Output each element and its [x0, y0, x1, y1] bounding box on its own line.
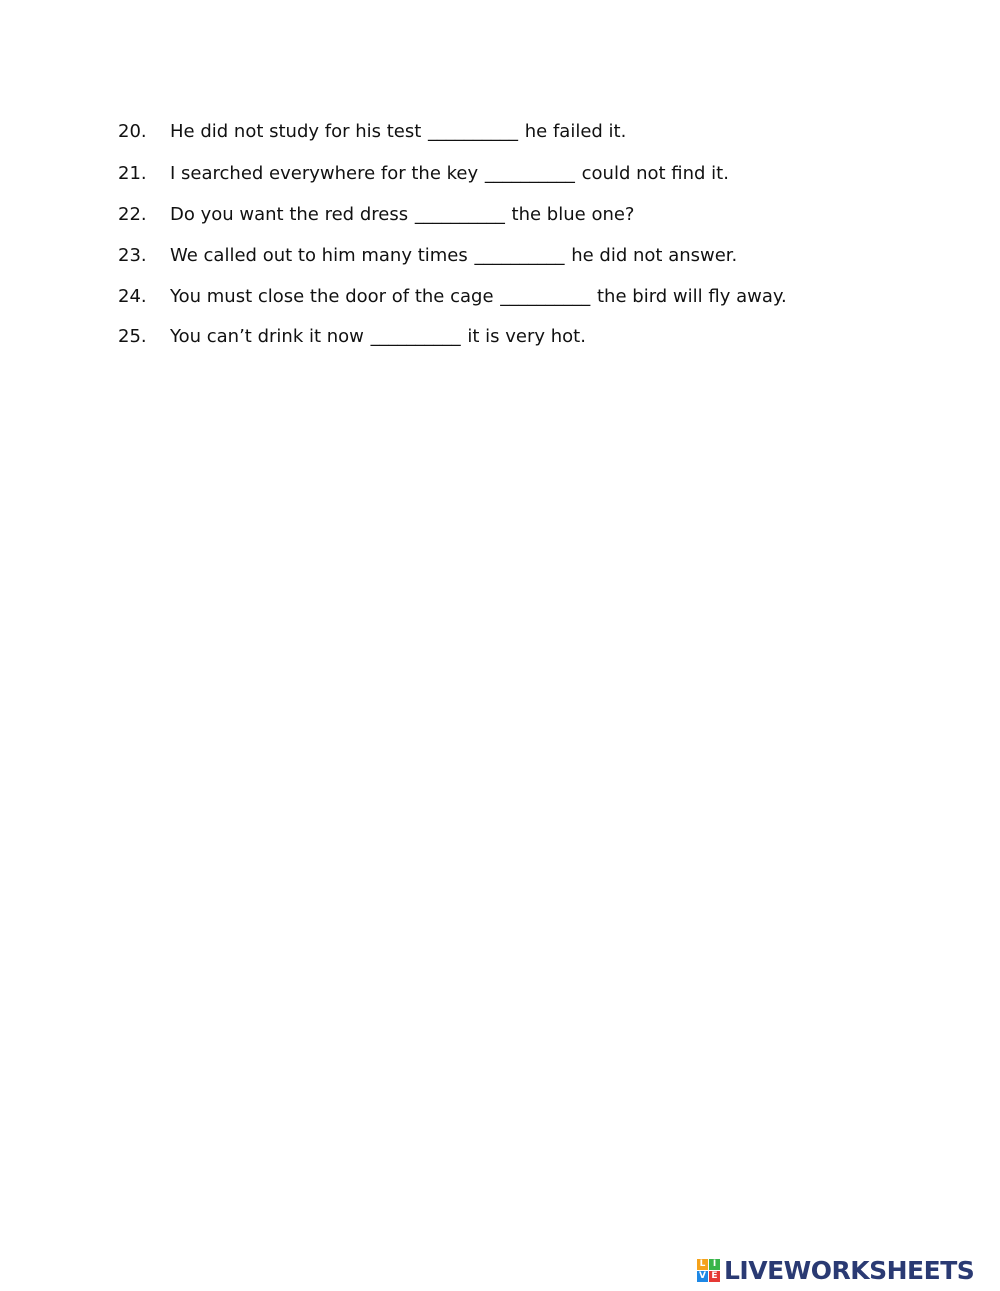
- question-text: [170, 163, 729, 184]
- answer-blank[interactable]: __________: [484, 162, 575, 184]
- liveworksheets-branding: [697, 1256, 974, 1286]
- question-24: [118, 281, 787, 311]
- question-21: [118, 158, 729, 188]
- question-text-before: You can’t drink it now: [170, 325, 364, 347]
- answer-blank[interactable]: __________: [428, 120, 519, 142]
- question-number: 24.: [118, 285, 147, 307]
- question-text: [170, 326, 586, 347]
- question-text: [170, 245, 737, 266]
- question-text-before: We called out to him many times: [170, 244, 468, 266]
- logo-cell-l: L: [697, 1259, 708, 1270]
- question-number: 22.: [118, 203, 147, 225]
- question-number: 23.: [118, 244, 147, 266]
- question-number: 21.: [118, 162, 147, 184]
- question-22: [118, 199, 635, 229]
- answer-blank[interactable]: __________: [414, 203, 505, 225]
- answer-blank[interactable]: __________: [500, 285, 591, 307]
- question-text-before: You must close the door of the cage: [170, 285, 494, 307]
- question-text-before: He did not study for his test: [170, 120, 422, 142]
- question-text-before: I searched everywhere for the key: [170, 162, 479, 184]
- answer-blank[interactable]: __________: [474, 244, 565, 266]
- question-text-after: he failed it.: [524, 120, 627, 142]
- question-20: [118, 116, 626, 146]
- question-23: [118, 240, 737, 270]
- question-text-after: could not find it.: [581, 162, 729, 184]
- answer-blank[interactable]: __________: [370, 325, 461, 347]
- question-text-after: he did not answer.: [571, 244, 738, 266]
- question-number: 20.: [118, 120, 147, 142]
- logo-cell-v: V: [697, 1271, 708, 1282]
- question-25: [118, 321, 586, 351]
- question-text-after: it is very hot.: [467, 325, 586, 347]
- logo-cell-i: I: [709, 1259, 720, 1270]
- question-number: 25.: [118, 325, 147, 347]
- question-text-after: the blue one?: [511, 203, 635, 225]
- logo-cell-e: E: [709, 1271, 720, 1282]
- brand-wordmark: LIVEWORKSHEETS: [724, 1256, 975, 1285]
- question-text: [170, 204, 635, 225]
- question-text: [170, 121, 626, 142]
- live-logo-icon: [697, 1259, 721, 1283]
- question-text: [170, 286, 787, 307]
- question-text-before: Do you want the red dress: [170, 203, 409, 225]
- question-text-after: the bird will fly away.: [597, 285, 787, 307]
